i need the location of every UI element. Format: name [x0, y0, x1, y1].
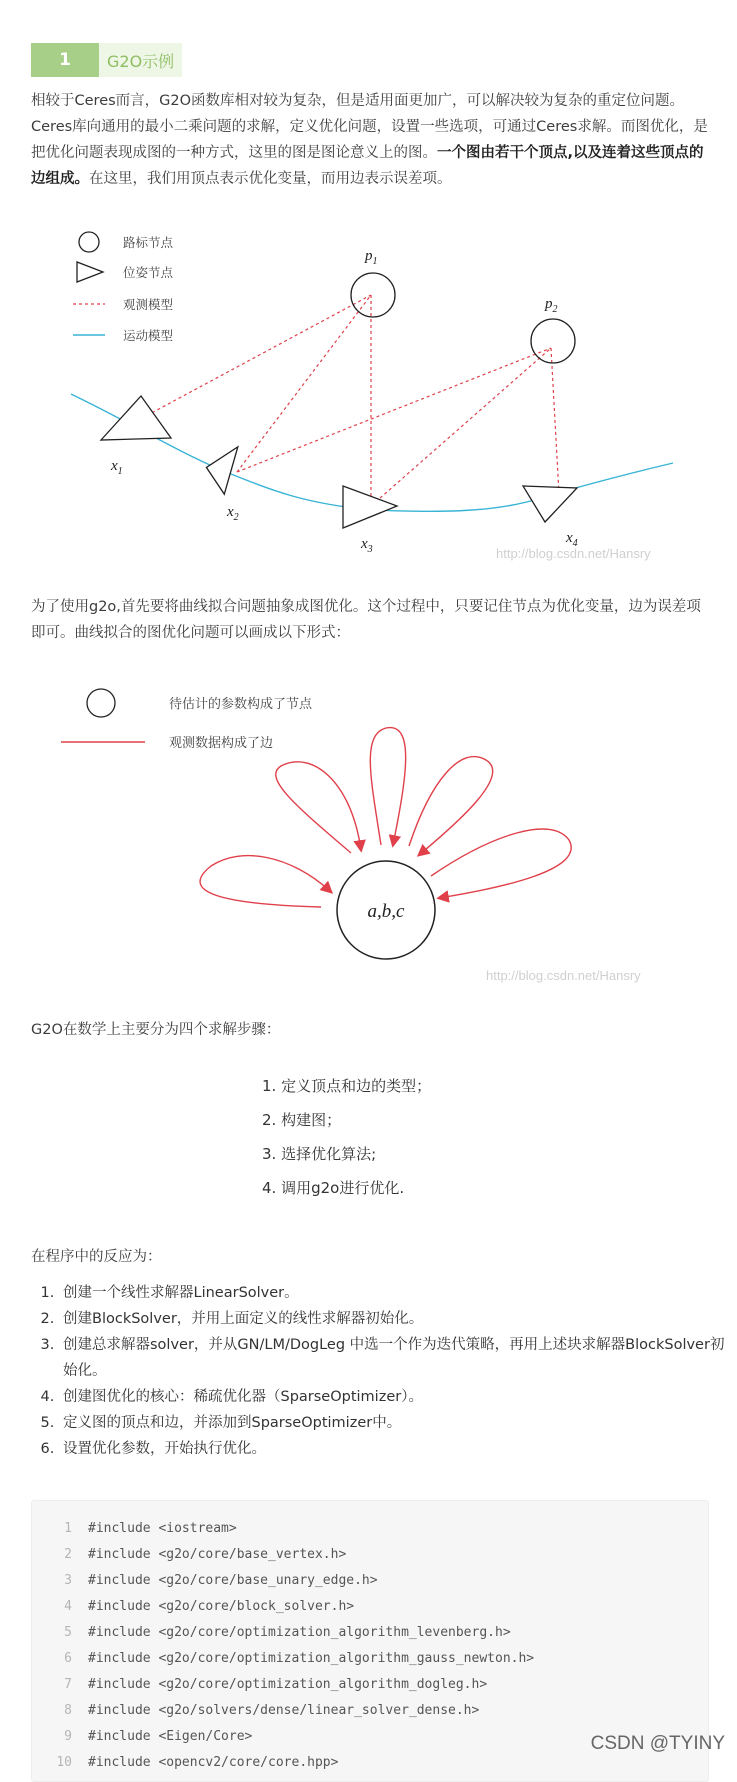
code-line — [32, 1697, 708, 1723]
code-line — [32, 1567, 708, 1593]
observation-edges — [131, 295, 559, 506]
pose-x3 — [343, 486, 397, 528]
legend-observation: 观测模型 — [123, 297, 174, 312]
code-text: #include <g2o/core/base_vertex.h> — [88, 1546, 347, 1562]
code-text: #include <g2o/solvers/dense/linear_solver_dense.h> — [88, 1702, 480, 1718]
legend-landmark: 路标节点 — [123, 235, 174, 250]
code-line — [32, 1671, 708, 1697]
legend-pose: 位姿节点 — [123, 265, 174, 280]
curve-fit-figure — [31, 670, 707, 990]
program-step: 5. 定义图的顶点和边，并添加到SparseOptimizer中。 — [59, 1410, 735, 1436]
program-step: 6. 设置优化参数，开始执行优化。 — [59, 1436, 735, 1462]
legend-node-icon — [87, 689, 115, 717]
intro-text-1: 相较于Ceres而言，G2O函数库相对较为复杂，但是适用面更加广，可以解决较为复杂的重定位问题。Ceres库向通用的最小二乘问题的求解，定义优化问题，设置一些选项，可通过Ceres求解。而图优化，是把优化问题表现成图的一种方式，这里的图是图论意义上的图。 — [31, 93, 708, 161]
line-number: 1 — [64, 1520, 72, 1536]
legend-node: 待估计的参数构成了节点 — [169, 697, 313, 712]
pose-x4 — [523, 486, 577, 522]
code-text: #include <g2o/core/optimization_algorithm_levenberg.h> — [88, 1624, 511, 1640]
landmark-p2-label: $p_2$ — [545, 296, 558, 315]
figure1-watermark: http://blog.csdn.net/Hansry — [496, 546, 651, 561]
line-number: 10 — [56, 1754, 72, 1770]
program-step: 4. 创建图优化的核心：稀疏优化器（SparseOptimizer）。 — [59, 1384, 735, 1410]
section-title: G2O示例 — [99, 43, 182, 77]
pose-graph-figure — [31, 208, 707, 568]
intro-text-2: 在这里，我们用顶点表示优化变量，而用边表示误差项。 — [89, 171, 452, 187]
pose-x4-label: $x_4$ — [566, 530, 578, 549]
landmark-p2 — [531, 319, 575, 363]
line-number: 6 — [64, 1650, 72, 1666]
code-line — [32, 1541, 708, 1567]
csdn-watermark: CSDN @TYINY — [590, 1733, 725, 1754]
line-number: 5 — [64, 1624, 72, 1640]
program-steps — [31, 1280, 735, 1462]
program-step: 2. 创建BlockSolver，并用上面定义的线性求解器初始化。 — [59, 1306, 735, 1332]
program-step: 1. 创建一个线性求解器LinearSolver。 — [59, 1280, 735, 1306]
code-line — [32, 1619, 708, 1645]
line-number: 7 — [64, 1676, 72, 1692]
pose-x1 — [101, 396, 171, 440]
intro-paragraph — [31, 88, 709, 192]
code-text: #include <iostream> — [88, 1520, 237, 1536]
landmark-p1-label: $p_1$ — [365, 248, 378, 267]
legend-motion: 运动模型 — [123, 328, 174, 343]
solve-step: 1. 定义顶点和边的类型； — [262, 1076, 432, 1095]
pose-x2-label: $x_2$ — [227, 504, 239, 523]
landmark-p1 — [351, 273, 395, 317]
figure2-watermark: http://blog.csdn.net/Hansry — [486, 968, 641, 983]
program-step: 3. 创建总求解器solver，并从GN/LM/DogLeg 中选一个作为迭代策略，再用上述块求解器BlockSolver初始化。 — [59, 1332, 735, 1384]
solve-steps — [262, 1068, 472, 1204]
code-line — [32, 1645, 708, 1671]
parameter-node-label: a,b,c — [367, 901, 405, 922]
code-text: #include <g2o/core/block_solver.h> — [88, 1598, 355, 1614]
paragraph-4: 在程序中的反应为： — [31, 1249, 162, 1265]
line-number: 4 — [64, 1598, 72, 1614]
code-text: #include <Eigen/Core> — [88, 1728, 253, 1744]
legend-edge: 观测数据构成了边 — [169, 736, 274, 751]
solve-step: 3. 选择优化算法; — [262, 1144, 377, 1163]
intro-bold: 一个图由若干个顶点,以及连着这些顶点的边组成。 — [31, 145, 704, 187]
line-number: 2 — [64, 1546, 72, 1562]
code-text: #include <g2o/core/optimization_algorithm_gauss_newton.h> — [88, 1650, 535, 1666]
line-number: 8 — [64, 1702, 72, 1718]
pose-x3-label: $x_3$ — [361, 536, 373, 555]
solve-step: 2. 构建图； — [262, 1110, 342, 1129]
paragraph-2: 为了使用g2o,首先要将曲线拟合问题抽象成图优化。这个过程中，只要记住节点为优化变量，边为误差项即可。曲线拟合的图优化问题可以画成以下形式： — [31, 599, 701, 641]
paragraph-3: G2O在数学上主要分为四个求解步骤： — [31, 1022, 281, 1038]
line-number: 3 — [64, 1572, 72, 1588]
motion-curve — [71, 394, 673, 511]
section-heading — [31, 43, 182, 77]
code-text: #include <g2o/core/optimization_algorithm_dogleg.h> — [88, 1676, 488, 1692]
code-line — [32, 1593, 708, 1619]
line-number: 9 — [64, 1728, 72, 1744]
solve-step: 4. 调用g2o进行优化. — [262, 1178, 405, 1197]
code-text: #include <opencv2/core/core.hpp> — [88, 1754, 339, 1770]
legend-triangle-icon — [77, 262, 103, 282]
section-number: 1 — [31, 43, 99, 77]
legend-circle-icon — [79, 232, 99, 252]
code-text: #include <g2o/core/base_unary_edge.h> — [88, 1572, 378, 1588]
pose-x1-label: $x_1$ — [111, 458, 123, 477]
code-line — [32, 1515, 708, 1541]
